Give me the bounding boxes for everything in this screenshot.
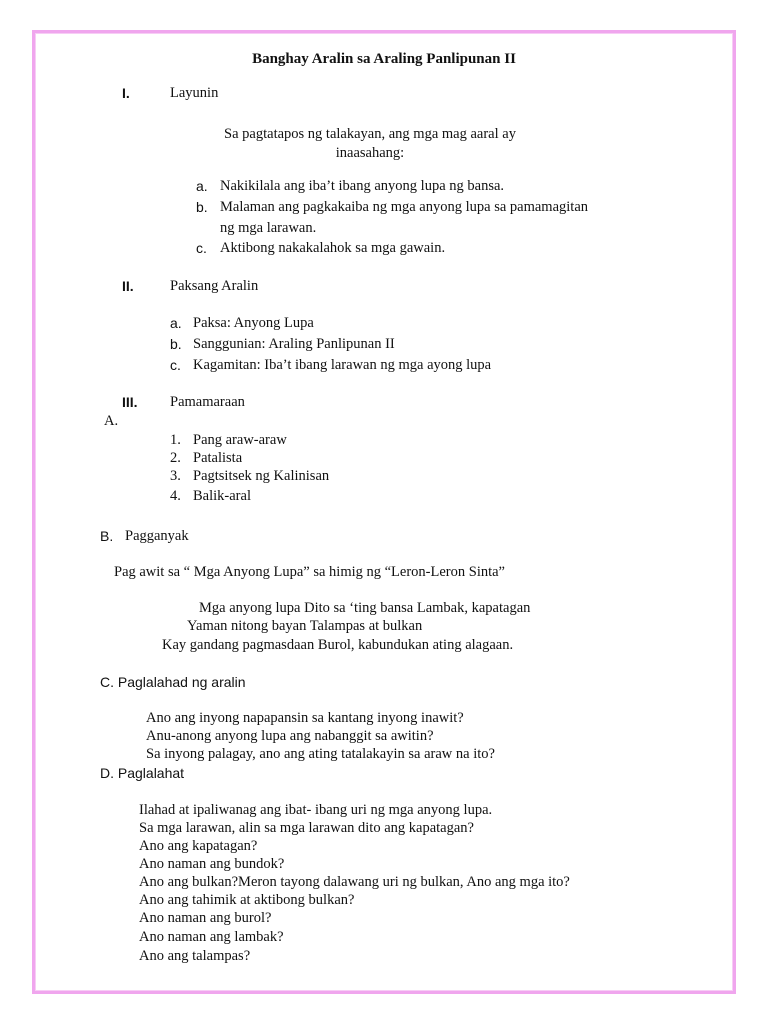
paglalahat-line: Ano ang kapatagan? [139, 838, 258, 854]
paglalahat-line: Ano ang talampas? [139, 948, 251, 964]
section-c-heading: C. Paglalahad ng aralin [100, 674, 246, 690]
list-item: Pagtsitsek ng Kalinisan [193, 468, 330, 484]
section-1-heading: Layunin [170, 85, 219, 101]
subsection-a-marker: A. [104, 413, 119, 429]
list-item-continuation: ng mga larawan. [220, 220, 317, 236]
list-item-marker: b. [196, 199, 208, 215]
paglalahat-line: Ano naman ang burol? [139, 910, 272, 926]
page-border [32, 30, 736, 994]
section-1-intro-line2: inaasahang: [335, 145, 405, 161]
list-item-marker: c. [196, 240, 207, 256]
list-item: Balik-aral [193, 488, 251, 504]
section-2-heading: Paksang Aralin [170, 278, 259, 294]
list-item: Pang araw-araw [193, 432, 287, 448]
list-item: Patalista [193, 450, 243, 466]
paglalahat-line: Ano naman ang lambak? [139, 929, 284, 945]
paglalahat-line: Sa mga larawan, alin sa mga larawan dito ang kapatagan? [139, 820, 474, 836]
section-d-heading: D. Paglalahat [100, 765, 185, 781]
paglalahat-line: Ano naman ang bundok? [139, 856, 285, 872]
section-3-numeral: III. [122, 394, 138, 410]
list-item-marker: c. [170, 357, 181, 373]
section-1-intro-line1: Sa pagtatapos ng talakayan, ang mga mag aaral ay [224, 126, 516, 142]
section-3-heading: Pamamaraan [170, 394, 245, 410]
list-item-marker: 3. [170, 468, 181, 484]
list-item: Malaman ang pagkakaiba ng mga anyong lupa sa pamamagitan [220, 199, 589, 215]
list-item-marker: a. [170, 315, 182, 331]
question-line: Sa inyong palagay, ano ang ating tatalakayin sa araw na ito? [146, 746, 495, 762]
paglalahat-line: Ano ang bulkan?Meron tayong dalawang uri ng bulkan, Ano ang mga ito? [139, 874, 570, 890]
section-b-heading: Pagganyak [125, 528, 189, 544]
paglalahat-line: Ilahad at ipaliwanag ang ibat- ibang uri ng mga anyong lupa. [139, 802, 493, 818]
list-item-marker: 4. [170, 488, 181, 504]
list-item: Paksa: Anyong Lupa [193, 315, 314, 331]
list-item: Sanggunian: Araling Panlipunan II [193, 336, 395, 352]
paglalahat-line: Ano ang tahimik at aktibong bulkan? [139, 892, 355, 908]
list-item: Nakikilala ang iba’t ibang anyong lupa ng bansa. [220, 178, 505, 194]
list-item: Kagamitan: Iba’t ibang larawan ng mga ayong lupa [193, 357, 492, 373]
question-line: Ano ang inyong napapansin sa kantang inyong inawit? [146, 710, 464, 726]
list-item-marker: 1. [170, 432, 181, 448]
section-b-intro: Pag awit sa “ Mga Anyong Lupa” sa himig ng “Leron-Leron Sinta” [114, 564, 505, 580]
question-line: Anu-anong anyong lupa ang nabanggit sa awitin? [146, 728, 434, 744]
section-1-numeral: I. [122, 85, 130, 101]
list-item-marker: a. [196, 178, 208, 194]
list-item-marker: b. [170, 336, 182, 352]
song-line: Kay gandang pagmasdaan Burol, kabundukan ating alagaan. [162, 637, 514, 653]
song-line: Yaman nitong bayan Talampas at bulkan [187, 618, 423, 634]
section-2-numeral: II. [122, 278, 134, 294]
list-item: Aktibong nakakalahok sa mga gawain. [220, 240, 446, 256]
section-b-marker: B. [100, 528, 114, 544]
song-line: Mga anyong lupa Dito sa ‘ting bansa Lambak, kapatagan [199, 600, 531, 616]
document-title: Banghay Aralin sa Araling Panlipunan II [252, 51, 516, 67]
list-item-marker: 2. [170, 450, 181, 466]
